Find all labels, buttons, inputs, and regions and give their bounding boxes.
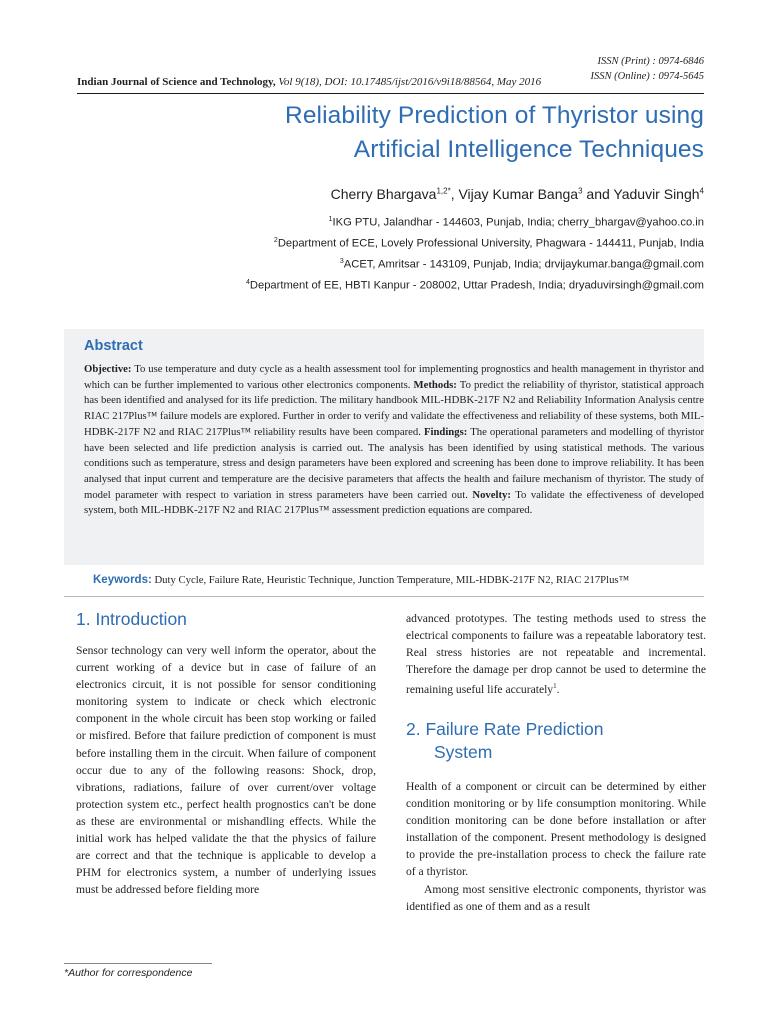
author-sep: and — [582, 186, 614, 202]
journal-name: Indian Journal of Science and Technology, — [77, 76, 276, 88]
citation-sup: 1 — [553, 682, 557, 691]
findings-text: The operational parameters and modelling of thyristor have been selected and life prediction analysis is carried out. The analysis has been identified by using statistical methods. The various conditions such as temperature, stress and design parameters have been explored and screening has been done to improve reliability. It has been analysed that input current and temperature are the decisive parameters that affects the health and failure mechanism of thyristor. The study of model parameter with respect to variation in stress parameters have been carried out. — [84, 425, 704, 501]
section2-heading-line-2: System — [434, 742, 493, 762]
affiliation-sup: 1 — [328, 216, 333, 223]
paper-title — [120, 99, 704, 167]
continuation-paragraph — [406, 610, 706, 698]
introduction-text: Sensor technology can very well inform the operator, about the current working of a device but in case of failure of an electronics circuit, it is not possible for sensor conditioning monitoring system to indicate or check which electronic component in the whole circuit has been stop working or failed or misfired. Before that failure prediction of component is must before installing them in the circuit. When failure of component occur due to any of the following reasons: Shock, drop, vibrations, radiations, failure of over current/over voltage protection system etc., perfect health prognostics can't be done as these are environmental or mishandling effects. While the initial work has helped validate the that the physics of failure are correct and that the technique is applicable to develop a PHM for electronics system, a number of underlying issues must be addressed before fielding more — [76, 644, 376, 897]
section2-paragraph-1: Health of a component or circuit can be determined by either condition monitoring or by life consumption monitoring. While condition monitoring can be done before installation or after installation of the component. Present methodology is designed to provide the pre-installation process to check the failure rate of a thyristor. — [406, 780, 706, 879]
issn-print: ISSN (Print) : 0974-6846 — [597, 56, 704, 67]
author-name: Cherry Bhargava — [330, 186, 437, 202]
introduction-paragraph — [76, 642, 376, 898]
section-heading-introduction: 1. Introduction — [76, 609, 187, 629]
title-line-2: Artificial Intelligence Techniques — [353, 136, 704, 163]
affiliation — [246, 232, 704, 253]
author-list — [331, 186, 704, 202]
abstract-heading: Abstract — [84, 338, 143, 354]
novelty-text: To validate the effectiveness of developed system, both MIL-HDBK-217F N2 and RIAC 217Plus™ assessment prediction equations are compared. — [84, 488, 704, 517]
journal-details: Vol 9(18), DOI: 10.17485/ijst/2016/v9i18/88564, May 2016 — [278, 76, 542, 88]
author-sup: 1,2* — [436, 186, 451, 196]
affiliation-text: ACET, Amritsar - 143109, Punjab, India; drvijaykumar.banga@gmail.com — [343, 259, 704, 272]
objective-label: Objective: — [84, 363, 132, 375]
affiliation — [246, 274, 704, 295]
header-rule — [77, 93, 704, 94]
keywords-text: Duty Cycle, Failure Rate, Heuristic Technique, Junction Temperature, MIL-HDBK-217F N2, RIAC 217Plus™ — [151, 574, 630, 586]
introduction-continuation — [406, 610, 706, 698]
affiliation-text: Department of EE, HBTI Kanpur - 208002, Uttar Pradesh, India; dryaduvirsingh@gmail.com — [249, 280, 704, 293]
author-sep: , — [450, 186, 459, 202]
affiliation-sup: 3 — [339, 258, 344, 266]
affiliation-sup: 2 — [273, 237, 278, 245]
section2-paragraph-2: Among most sensitive electronic components, thyristor was identified as one of them and as a result — [406, 882, 706, 913]
section-heading-failure-rate — [406, 718, 603, 764]
affiliation — [246, 211, 704, 232]
continuation-text: advanced prototypes. The testing methods used to stress the electrical components to failure was a repeatable laboratory test. Real stress histories are not repeatable and incremental. Therefore the damage per drop cannot be used to determine the remaining useful life accurately — [406, 612, 706, 697]
affiliation-list — [246, 211, 704, 296]
author-sup: 4 — [699, 186, 704, 196]
footnote-rule — [64, 963, 212, 964]
journal-citation — [77, 76, 541, 88]
affiliation-text: IKG PTU, Jalandhar - 144603, Punjab, India; cherry_bhargav@yahoo.co.in — [332, 216, 704, 229]
objective-text: To use temperature and duty cycle as a health assessment tool for implementing prognostics and health management in thyristor and which can be further implemented to various other electronics components. — [84, 363, 704, 391]
novelty-label: Novelty: — [472, 488, 511, 501]
author-name: Vijay Kumar Banga — [458, 186, 579, 202]
issn-online: ISSN (Online) : 0974-5645 — [590, 71, 704, 82]
findings-label: Findings: — [423, 425, 468, 438]
affiliation-text: Department of ECE, Lovely Professional University, Phagwara - 144411, Punjab, India — [277, 237, 704, 250]
section2-body — [406, 778, 706, 915]
keywords-label: Keywords: — [93, 574, 152, 586]
affiliation — [246, 253, 704, 274]
keywords-line — [93, 574, 704, 586]
author-sup: 3 — [578, 186, 583, 196]
section2-heading-line-1: 2. Failure Rate Prediction — [406, 719, 604, 739]
affiliation-sup: 4 — [245, 279, 250, 287]
title-line-1: Reliability Prediction of Thyristor using — [285, 102, 704, 129]
continuation-end: . — [556, 683, 560, 697]
issn-block — [591, 54, 704, 84]
abstract-body — [84, 362, 704, 519]
author-name: Yaduvir Singh — [613, 186, 700, 202]
methods-label: Methods: — [413, 378, 457, 391]
keywords-rule — [64, 596, 704, 597]
footnote-correspondence: *Author for correspondence — [64, 967, 193, 979]
methods-text: To predict the reliability of thyristor, statistical approach has been identified and analysed for its life prediction. The military handbook MIL-HDBK-217F N2 and Reliability Information Analysis centre RIAC 217Plus™ failure models are explored. Further in order to verify and validate the effectiveness and reliability of these systems, both MIL-HDBK-217F N2 and RIAC 217Plus™ reliability results have been compared. — [84, 378, 704, 438]
